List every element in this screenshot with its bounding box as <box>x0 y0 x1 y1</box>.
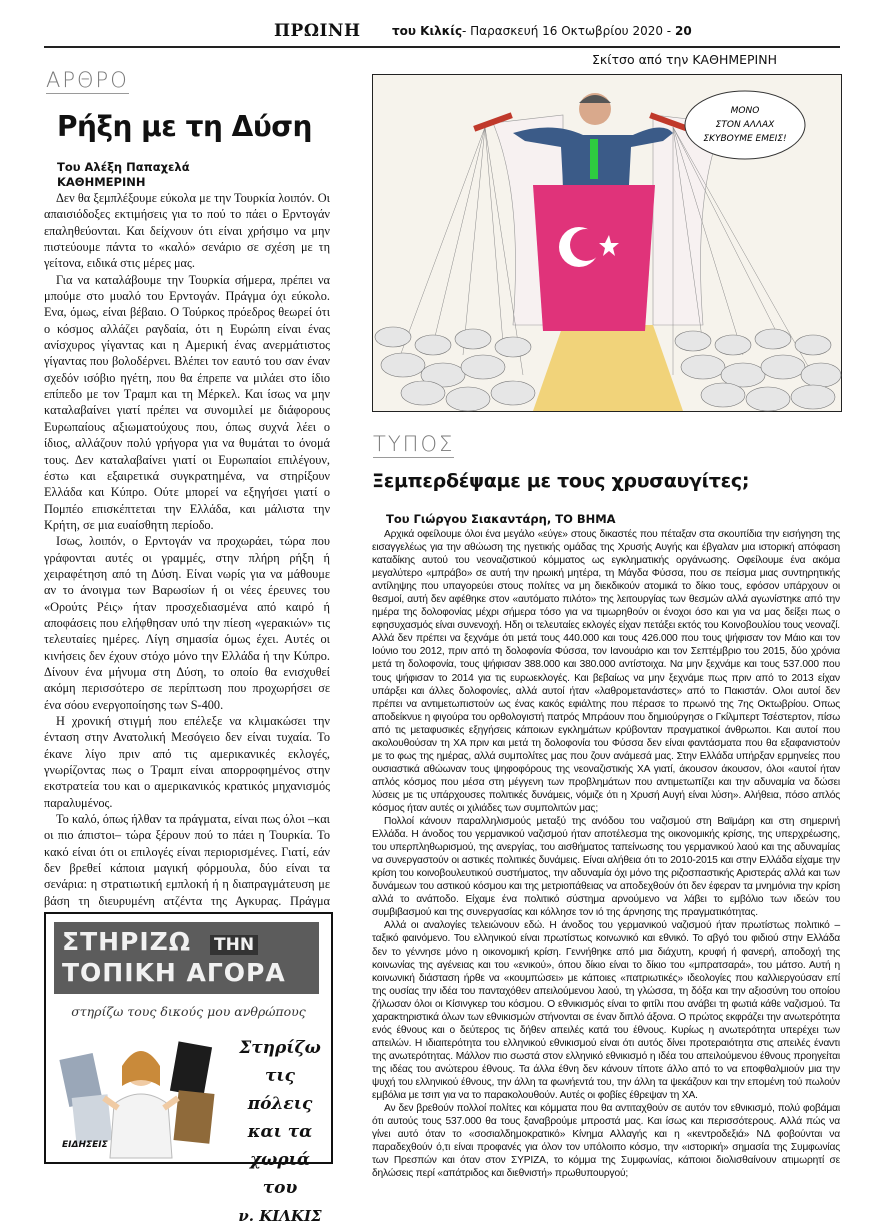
shopper-illustration <box>56 1026 226 1158</box>
paper-name: του Κιλκίς <box>392 24 463 38</box>
speech-line-2: ΣΤΟΝ ΑΛΛΑΧ <box>715 120 775 130</box>
cartoon-caption: Σκίτσο από την ΚΑΘΗΜΕΡΙΝΗ <box>592 52 777 67</box>
article-title: Ρήξη με τη Δύση <box>57 110 312 143</box>
article-paragraph: Δεν θα ξεμπλέξουμε εύκολα με την Τουρκία λοιπόν. Οι απαισιόδοξες εκτιμήσεις για το πού το πάει ο Ερντογάν επαληθεύονται. Και δείχνουν ότι είναι χρήσιμο να μην πιστεύουμε πάντα το «καλό» σενάριο σε σχέση με τη γείτονα, ειδικά στις μέρες μας. <box>44 191 330 271</box>
ad-slogan <box>232 1034 328 1230</box>
ad-brand: ΕΙΔΗΣΕΙΣ <box>62 1140 108 1150</box>
article-body <box>44 190 330 925</box>
article-author: Του Αλέξη Παπαχελά <box>57 160 190 174</box>
ad-slogan-region: ν. ΚΙΛΚΙΣ <box>238 1207 322 1225</box>
masthead: ΠΡΩΙΝΗ <box>274 21 361 41</box>
page-number: 20 <box>674 24 692 38</box>
press-paragraph: Πολλοί κάνουν παραλληλισμούς μεταξύ της ανόδου του ναζισμού στη Βαϊμάρη και στη σημερινή Ελλάδα. Η άνοδος του γερμανικού ναζισμού ήταν αποτέλεσμα της οικονομικής κρίσης, της υπερχρέωσης, του υπερπληθωρισμού, της ανεργίας, του αισθήματος ταπείνωσης του γερμανικού λαού και της αδυναμίας να συνεργαστούν οι αστικές πολιτικές δυνάμεις. Είναι αλήθεια ότι το 2010-2015 και στην Ελλάδα είχαμε την κρίση του κοινοβουλευτικού συστήματος, την αδυναμία όχι μόνο της ριζοσπαστικής Αριστεράς αλλά και των δυνάμεων του αστικού κόσμου και της μετριοπάθειας να αποδεχθούν ότι δεν έφεραν τα μνημόνια την κρίση αλλά το ανάποδο. Είχαμε ένα πολιτικό σύστημα αρνούμενο να λάβει το εμβόλιο των ιδεών του συμβιβασμού και της συνεργασίας και κόλλησε τον ιό της άρνησης της πραγματικότητας. <box>372 816 840 919</box>
article-paragraph: Ισως, λοιπόν, ο Ερντογάν να προχωράει, τώρα που γράφονται αυτές οι γραμμές, στην πλήρη ρήξη ή χειραφέτηση από τη Δύση. Είναι νωρίς για να μάθουμε αν το άνοιγμα των Βαρωσίων ή οι νέες έρευνες του «Ορούτς Ρέις» ήταν προσχεδιασμένα από καιρό ή αποφάσεις που ελήφθησαν υπό την πίεση «γερακιών» τις τελευταίες ημέρες. Λίγη σημασία όμως έχει. Αυτές οι κινήσεις δεν έχουν στόχο μόνο την Ελλάδα ή την Κύπρο. Δίνουν ένα μήνυμα στη Δύση, το οποίο θα ενισχυθεί ακόμη περισσότερο σε περίπτωση που προχωρήσει σε ένα σόου ενεργοποίησης των S-400. <box>44 534 330 712</box>
local-market-ad <box>44 912 333 1225</box>
article-paragraph: Το καλό, όπως ήλθαν τα πράγματα, είναι πως όλοι –και οι πιο άπιστοι– τώρα ξέρουν πού το πάει η Τουρκία. Το κακό είναι ότι οι επιλογές είναι περιορισμένες. Γιατί, εάν δεν βρεθεί κάποια μαγική φόρμουλα, δύο είναι τα σενάρια: η στρατιωτική εμπλοκή ή η διαπραγμάτευση με βάση τη διευρυμένη ατζέντα της Αγκυρας. Πράγμα <box>44 812 330 908</box>
article-byline <box>57 160 190 190</box>
press-title: Ξεμπερδέψαμε με τους χρυσαυγίτες; <box>372 470 750 492</box>
ad-tagline: στηρίζω τους δικούς μου ανθρώπους <box>71 1004 306 1019</box>
press-paragraph: Αν δεν βρεθούν πολλοί πολίτες και κόμματα που θα αντιταχθούν σε αυτόν τον εθνικισμό, πολύ φοβάμαι ότι αυτούς τους 537.000 θα τους ξαναβρούμε μπροστά μας. Και ίσως και περισσότερους. Αλλά πώς να γίνει αυτό όταν το «σοσιαλδημοκρατικό» Κίνημα Αλλαγής και η «κεντροδεξιά» ΝΔ φοβούνται να παραδεχθούν ό,τι είναι προφανές για όλον τον υπόλοιπο κόσμο, την «ιστορική» σημασία της Συμφωνίας των Πρεσπών και όταν στον ΣΥΡΙΖΑ, το κόμμα της Συμφωνίας, κάποιοι διολισθαίνουν ατιμωρητί σε δηλώσεις περί «απάτριδος και διεθνιστή» πρωθυπουργού; <box>372 1103 840 1180</box>
ad-slogan-line: Στηρίζω <box>239 1038 321 1058</box>
press-byline: Του Γιώργου Σιακαντάρη, ΤΟ ΒΗΜΑ <box>386 512 616 526</box>
political-cartoon <box>372 74 842 412</box>
cartoon-illustration <box>373 75 841 411</box>
ad-slogan-line: και τα <box>247 1122 313 1142</box>
article-source: ΚΑΘΗΜΕΡΙΝΗ <box>57 175 146 189</box>
ad-slogan-line: τις πόλεις <box>247 1066 313 1114</box>
page-header <box>44 20 840 48</box>
press-paragraph: Αρχικά οφείλουμε όλοι ένα μεγάλο «εύγε» στους δικαστές που πέταξαν στα σκουπίδια την εισήγηση της εισαγγελέως για την αθώωση της ηγετικής ομάδας της Χρυσής Αυγής και έβγαλαν μια ιστορική απόφαση καταδίκης αυτού του νεοναζιστικού κόμματος ως εγκληματικής οργάνωσης. Οφείλουμε ένα ακόμα μεγαλύτερο «μπράβο» σε αυτή την ηρωική μητέρα, τη Μάγδα Φύσσα, που σε πείσμα μιας συντηρητικής αντίληψης που υπαγορεύει στους πολίτες να μη διεκδικούν ατομικά το δίκιο τους, εφόσον υπάρχουν οι θεσμοί, αυτή δεν αφέθηκε στον «αυτόματο πιλότο» της λειτουργίας των θεσμών αλλά αγωνίστηκε από την ημέρα της δολοφονίας μέχρι σήμερα τόσο για να τιμωρηθούν οι ένοχοι όσο και για να μας δείξει πως ο εφησυχασμός είναι συνενοχή. Ηδη οι τελευταίες εκλογές είχαν πετάξει εκτός του Κοινοβουλίου τους νεοναζί. Αλλά δεν πρέπει να ξεχνάμε ότι μετά τους 440.000 και τους 426.000 που τους ψήφισαν τον Μάιο και τον Ιούνιο του 2012, πριν από τη δολοφονία Φύσσα, τον Ιανουάριο και τον Σεπτέμβριο του 2015, δύο χρόνια μετά τη δολοφονία, τους ψήφισαν 388.000 και 380.000 αντίστοιχα. Να μην ξεχνάμε και τους 537.000 που τους ψήφισαν το 2014 για τις ευρωεκλογές. Και βεβαίως να μην ξεχνάμε πως πριν από το 2013 είχαν υπάρξει και άλλες δολοφονίες, αλλά αυτοί ήταν «λαθρομετανάστες» από το Πακιστάν. Ολοι αυτοί δεν πρέπει να αντιμετωπιστούν ως ένας κακός εφιάλτης που πέρασε το πρωινό της 7ης Οκτωβρίου. Οπως αποδείκνυε η φιγούρα του ορθολογιστή πατρός Μπράουν που δημιούργησε ο Γκίλμπερτ Τσέστερτον, πίσω από τις μεταφυσικές εξηγήσεις κάποιων εγκλημάτων κρύβονταν πραγματικοί άνθρωποι. Και αυτοί που ακολουθούσαν τη ΧΑ πριν και μετά τη δολοφονία του Φύσσα δεν είναι φαντάσματα που θα εξαφανιστούν με το φως της ημέρας, αλλά συμπολίτες μας που ζουν ανάμεσά μας. Στην Ελλάδα υπήρξαν ερμηνείες που ουσιαστικά αθώωναν τους ψηφοφόρους της νεοναζιστικής ΧΑ γιατί, άκουσον άκουσον, όλοι «αυτοί ήταν απλός κόσμος που μέσα στη μέγγενη των προβλημάτων που αντιμετωπίζει και την αδυναμία να δώσει λύσεις με τις υπάρχουσες πολιτικές δυνάμεις, νόμιζε ότι η Χρυσή Αυγή είναι λύση». Αλήθεια, πόσο απλός κόσμος ήταν αυτές οι χιλιάδες των συμπολιτών μας; <box>372 529 840 814</box>
speech-line-3: ΣΚΥΒΟΥΜΕ ΕΜΕΙΣ! <box>703 134 787 144</box>
press-body <box>372 528 840 1180</box>
ad-headline-1b: ΤΗΝ <box>210 935 258 955</box>
section-label-press: ΤΥΠΟΣ <box>373 432 455 456</box>
section-label-article: ΑΡΘΡΟ <box>46 68 129 92</box>
ad-headline-1: ΣΤΗΡΙΖΩ <box>62 927 192 956</box>
ad-slogan-line: χωριά του <box>250 1150 310 1198</box>
speech-line-1: ΜΟΝΟ <box>730 106 760 116</box>
press-paragraph: Αλλά οι αναλογίες τελειώνουν εδώ. Η άνοδος του γερμανικού ναζισμού ήταν πρωτίστως πολιτικό – ταξικό φαινόμενο. Του ελληνικού είναι πρωτίστως κοινωνικό και εθνικό. Το αβγό του φιδιού στην Ελλάδα δεν το γέννησε μόνο η οικονομική κρίση. Γεννήθηκε από μια διάχυτη, κρυφή ή φανερή, αποδοχή της κοινωνίας της αγένειας και του «ενικού», όπου δίκιο είναι το δίκιο του «μπρατσαρά», του μάτσο. Αυτή η κοινωνική διάσταση ήρθε να «κουμπώσει» με κάποιες «πατριωτικές» ιδεολογίες που καλλιεργούσαν επί της ουσίας την ιδέα του πανταχόθεν απειλούμενου λαού, τη γλώσσα, τη δόξα και την αξιοσύνη του οποίου ζήλωσαν όλοι οι Κίσινγκερ του κόσμου. Ο εθνικισμός είναι το φιτίλι που ανάβει τη φωτιά κάθε ναζισμού. Τα χαρακτηριστικά όλων των εθνικισμών στήνονται σε έναν διπλό άξονα. Ο πρώτος εκφράζει την ανωτερότητα ενός έθνους και ο δεύτερος τις δήθεν απειλές κατά του έθνους. Κυρίως η ανωτερότητα υπερέχει των απειλών. Η ιδιαιτερότητα του ελληνικού εθνικισμού είναι ότι αυτός δίνει προτεραιότητα στις απειλές έναντι της ανωτερότητας. Μάλλον πιο σωστά στον ελληνικό εθνικισμό η ιδέα του απειλούμενου έθνους προηγείται της ιδέας του ανώτερου έθνους. Τα άλλα έθνη δεν κάνουν τίποτε άλλο από το να εποφθαλμιούν μια την ψυχή του ελληνικού έθνους, την άλλη τα φωνήεντά του, την άλλη τα ψεκάζουν και την επομένη τού πωλούν εμβόλια με τσιπ για να το παρακολουθούν. Αυτές οι φοβίες έθρεψαν τη ΧΑ. <box>372 920 840 1102</box>
article-paragraph: Για να καταλάβουμε την Τουρκία σήμερα, πρέπει να μπούμε στο μυαλό του Ερντογάν. Πράγμα όχι εύκολο. Ενα, όμως, είναι βέβαιο. Ο Τούρκος πρόεδρος θεωρεί ότι ο κόσμος αλλάζει ραγδαία, ότι η Ευρώπη είναι ένας ανίσχυρος γίγαντας και η Αμερική ένας ανερμάτιστος γίγαντας που βολοδέρνει. Βλέπει τον εαυτό του σαν έναν σχεδόν ισόβιο ηγέτη, που θα έπρεπε να μιλάει στο ίδιο επίπεδο με τον Τραμπ και τη Μέρκελ. Και ίσως να μην καταλαβαίνει γιατί πρέπει να συνομιλεί με διάφορους Ευρωπαίους αξιωματούχους που, όπως συχνά λέει ο ίδιος, αλλάζουν πολύ γρήγορα για να θυμάται το όνομά τους. Δεν καταλαβαίνει γιατί οι Ευρωπαίοι επιλέγουν, έστω και εξαιρετικά συγκρατημένα, να στηρίξουν Ελλάδα και Κύπρο. Ούτε μπορεί να εξηγήσει γιατί ο Πομπέο επισκέπτεται την Ελλάδα, και μάλιστα την Κρήτη, σε μια ευαίσθητη περίοδο. <box>44 272 330 532</box>
date-info <box>462 24 692 38</box>
article-paragraph: Η χρονική στιγμή που επέλεξε να κλιμακώσει την ένταση στην Ανατολική Μεσόγειο δεν είναι τυχαία. Το έκανε λίγο πριν από τις αμερικανικές εκλογές, γνωρίζοντας πως ο Τραμπ είναι απορροφημένος στην εκστρατεία του και ο αμερικανικός κρατικός μηχανισμός παραλυμένος. <box>44 714 330 810</box>
ad-headline-2: ΤΟΠΙΚΗ ΑΓΟΡΑ <box>62 958 286 987</box>
date-text: - Παρασκευή 16 Οκτωβρίου 2020 - <box>462 24 672 38</box>
